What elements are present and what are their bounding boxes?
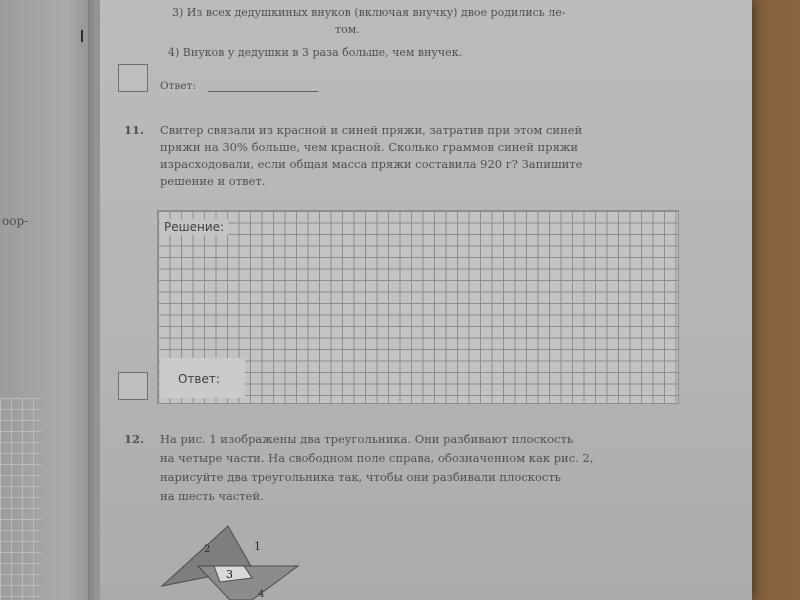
left-page-fragment: оор- — [2, 214, 29, 228]
prev-task-item-3-cont: том. — [335, 23, 360, 36]
task-12-line-1: На рис. 1 изображены два треугольника. Они разбивают плоскость — [160, 432, 574, 446]
task-11-answer-box[interactable] — [118, 372, 148, 400]
pen-mark — [81, 30, 83, 42]
figure-label-4: 4 — [258, 589, 265, 600]
prev-task-item-3: 3) Из всех дедушкиных внуков (включая внучку) двое родились ле- — [172, 6, 566, 19]
task-11-line-3: израсходовали, если общая масса пряжи составила 920 г? Запишите — [160, 157, 583, 171]
solution-label: Решение: — [160, 219, 228, 235]
task-11-line-1: Свитер связали из красной и синей пряжи, затратив при этом синей — [160, 123, 583, 137]
figure-label-2: 2 — [204, 544, 211, 555]
figure-label-3: 3 — [226, 568, 233, 581]
figure-two-triangles — [160, 520, 310, 600]
left-page-grid — [0, 398, 42, 600]
task-12-number: 12. — [124, 432, 145, 446]
task-12-line-2: на четыре части. На свободном поле справа, обозначенном как рис. 2, — [160, 451, 594, 465]
task-11-line-2: пряжи на 30% больше, чем красной. Сколько граммов синей пряжи — [160, 140, 579, 154]
task-12-line-4: на шесть частей. — [160, 489, 264, 503]
prev-task-answer-label: Ответ: — [160, 80, 196, 92]
task-12-line-3: нарисуйте два треугольника так, чтобы они разбивали плоскость — [160, 470, 561, 484]
prev-task-item-4: 4) Внуков у дедушки в 3 раза больше, чем внучек. — [168, 46, 463, 59]
task-11-answer-label: Ответ: — [178, 372, 220, 386]
left-page — [0, 0, 95, 600]
task-11-number: 11. — [124, 123, 145, 137]
prev-task-answer-line[interactable] — [208, 91, 318, 92]
task-11-line-4: решение и ответ. — [160, 174, 266, 188]
figure-label-1: 1 — [254, 540, 261, 553]
prev-task-answer-box[interactable] — [118, 64, 148, 92]
